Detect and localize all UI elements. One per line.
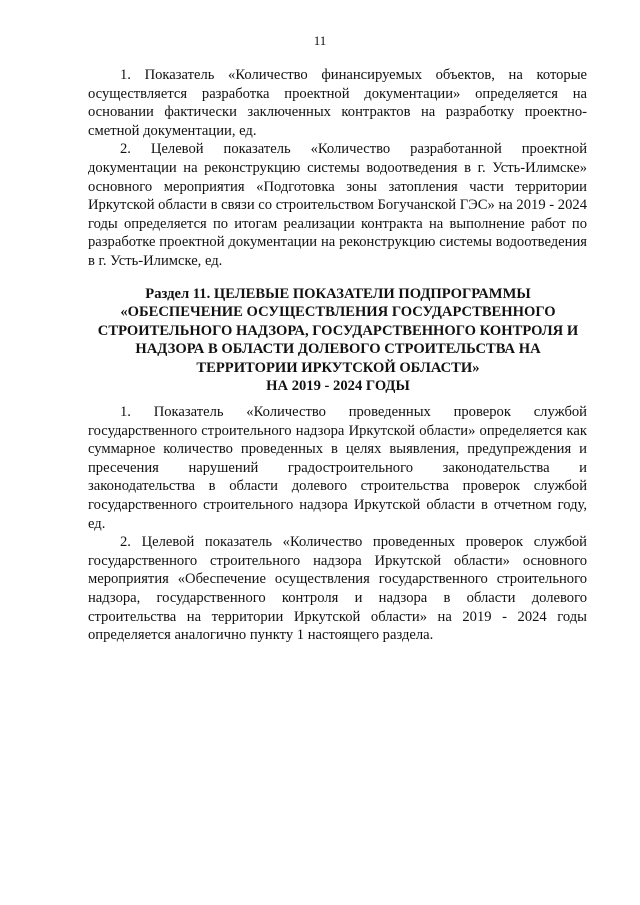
paragraph-drainage-design-docs: 2. Целевой показатель «Количество разработанной проектной документации на реконструкцию системы водоотведения в г. Усть-Илимске» основного мероприятия «Подготовка зоны затопления части территории Иркутской области в связи со строительством Богучанской ГЭС» на 2019 - 2024 годы определяется по итогам реализации контракта на выполнение работ по разработке проектной документации на реконструкцию системы водоотведения в г. Усть-Илимске, ед. (88, 141, 587, 269)
page-number: 11 (313, 33, 327, 48)
paragraph-inspections-count: 1. Показатель «Количество проведенных проверок службой государственного строительного надзора Иркутской области» определяется как суммарное количество проведенных в целях выявления, предупреждения и пресечения нарушений градостроительного законодательства и законодательства в области долевого строительства проверок службой государственного строительного надзора Иркутской области в отчетном году, ед. (88, 404, 587, 532)
heading-line: Раздел 11. ЦЕЛЕВЫЕ ПОКАЗАТЕЛИ ПОДПРОГРАММЫ (145, 286, 531, 302)
heading-line: «ОБЕСПЕЧЕНИЕ ОСУЩЕСТВЛЕНИЯ ГОСУДАРСТВЕННОГО (120, 304, 556, 321)
section-11-text (88, 403, 587, 645)
heading-line: НАДЗОРА В ОБЛАСТИ ДОЛЕВОГО СТРОИТЕЛЬСТВА НА (135, 341, 541, 358)
paragraph-financed-objects: 1. Показатель «Количество финансируемых объектов, на которые осуществляется разработка проектной документации» определяется на основании фактически заключенных контрактов на разработку проектно-сметной документации, ед. (88, 67, 587, 139)
heading-line: НА 2019 - 2024 ГОДЫ (266, 378, 410, 395)
paragraph-inspections-target: 2. Целевой показатель «Количество проведенных проверок службой государственного строительного надзора Иркутской области» основного мероприятия «Обеспечение осуществления государственного строительного надзора, государственного контроля и надзора в области долевого строительства на территории Иркутской области» на 2019 - 2024 годы определяется аналогично пункту 1 настоящего раздела. (88, 534, 587, 644)
heading-line: СТРОИТЕЛЬНОГО НАДЗОРА, ГОСУДАРСТВЕННОГО КОНТРОЛЯ И (97, 322, 579, 339)
indicators-section-text (88, 66, 587, 271)
heading-line: ТЕРРИТОРИИ ИРКУТСКОЙ ОБЛАСТИ» (196, 359, 480, 376)
section-11-heading (70, 285, 606, 395)
